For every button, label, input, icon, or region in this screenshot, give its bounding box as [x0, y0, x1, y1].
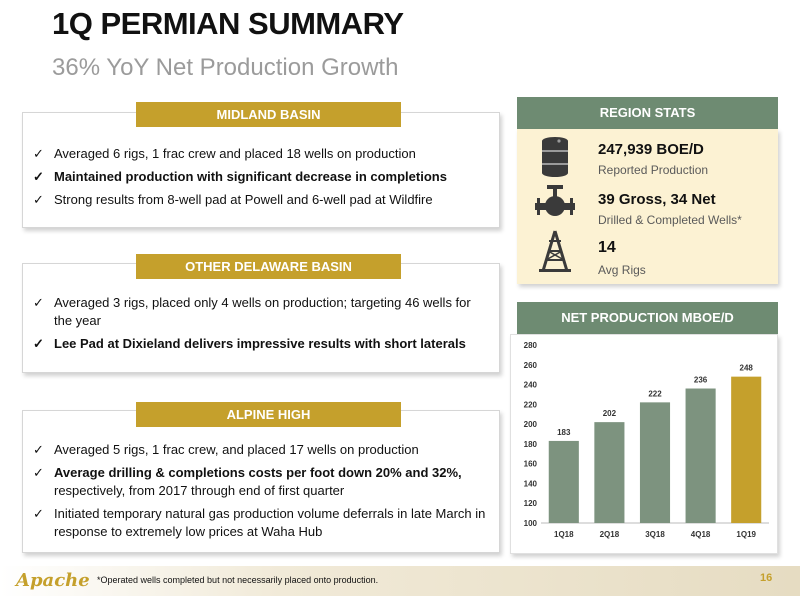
y-tick-label: 220 [523, 400, 537, 410]
stat-value: 247,939 BOE/D [598, 141, 704, 158]
y-tick-label: 180 [523, 439, 537, 449]
data-label: 236 [693, 375, 708, 385]
y-tick-label: 260 [523, 360, 537, 370]
stat-label: Reported Production [598, 163, 709, 177]
bar [594, 422, 624, 523]
y-tick-label: 120 [523, 499, 537, 509]
net-production-chart-heading: NET PRODUCTION MBOE/D [517, 302, 778, 334]
x-tick-label: 2Q18 [599, 530, 620, 539]
net-production-chart [511, 335, 777, 553]
check-icon: ✓ [33, 169, 44, 184]
list-item: ✓ Lee Pad at Dixieland delivers impressive results with short laterals [33, 336, 466, 351]
alpine-high-card [22, 410, 500, 553]
footnote: *Operated wells completed but not necessarily placed onto production. [97, 575, 379, 585]
alpine-high-tab: ALPINE HIGH [136, 402, 401, 427]
list-item: ✓ Maintained production with significant decrease in completions [33, 169, 447, 184]
y-tick-label: 240 [523, 380, 537, 390]
check-icon: ✓ [33, 146, 44, 161]
pipeline-valve-icon [535, 183, 575, 227]
drilling-rig-icon [537, 229, 573, 273]
bar [549, 441, 579, 523]
check-icon: ✓ [33, 192, 44, 207]
list-item: ✓ Averaged 3 rigs, placed only 4 wells on production; targeting 46 wells for the year [33, 295, 471, 328]
x-tick-label: 1Q19 [736, 530, 756, 539]
alpine-high-bullets [23, 441, 499, 541]
check-icon: ✓ [33, 506, 44, 521]
y-tick-label: 200 [523, 420, 537, 430]
other-delaware-card [22, 263, 500, 373]
x-tick-label: 4Q18 [690, 530, 711, 539]
net-production-chart-panel [510, 334, 778, 554]
region-stats-heading: REGION STATS [517, 97, 778, 129]
other-delaware-tab: OTHER DELAWARE BASIN [136, 254, 401, 279]
data-label: 248 [739, 363, 753, 373]
company-logo: Apache [16, 570, 90, 591]
list-item: ✓ Averaged 6 rigs, 1 frac crew and placed 18 wells on production [33, 146, 416, 161]
bar [686, 389, 716, 523]
midland-basin-tab: MIDLAND BASIN [136, 102, 401, 127]
x-tick-label: 3Q18 [645, 530, 665, 539]
page-title: 1Q PERMIAN SUMMARY [52, 6, 404, 41]
oil-barrel-icon [537, 135, 573, 179]
list-item: ✓ Initiated temporary natural gas production volume deferrals in late March in response to extremely low prices at Waha Hub [33, 506, 486, 539]
midland-basin-bullets [23, 145, 499, 209]
stat-value: 14 [598, 239, 616, 256]
stat-value: 39 Gross, 34 Net [598, 191, 716, 208]
check-icon: ✓ [33, 465, 44, 480]
bar [731, 377, 761, 523]
data-label: 202 [602, 409, 617, 419]
stat-label: Drilled & Completed Wells* [598, 213, 742, 227]
midland-basin-card [22, 112, 500, 228]
check-icon: ✓ [33, 295, 44, 310]
list-item: ✓ Strong results from 8-well pad at Powell and 6-well pad at Wildfire [33, 192, 433, 207]
data-label: 222 [648, 389, 662, 399]
bar [640, 402, 670, 523]
region-stats-panel [517, 129, 778, 284]
data-label: 183 [557, 427, 571, 437]
list-item: ✓ Averaged 5 rigs, 1 frac crew, and placed 17 wells on production [33, 442, 419, 457]
y-tick-label: 280 [523, 341, 537, 350]
stat-label: Avg Rigs [598, 263, 646, 277]
x-tick-label: 1Q18 [554, 530, 574, 539]
check-icon: ✓ [33, 336, 44, 351]
y-tick-label: 160 [523, 459, 537, 469]
y-tick-label: 100 [523, 519, 537, 528]
y-tick-label: 140 [523, 479, 537, 489]
page-number: 16 [760, 572, 773, 584]
page-subtitle: 36% YoY Net Production Growth [52, 54, 399, 81]
list-item: ✓ Average drilling & completions costs per foot down 20% and 32%, respectively, from 2017 through end of first quarter [33, 465, 462, 498]
other-delaware-bullets [23, 294, 499, 353]
check-icon: ✓ [33, 442, 44, 457]
